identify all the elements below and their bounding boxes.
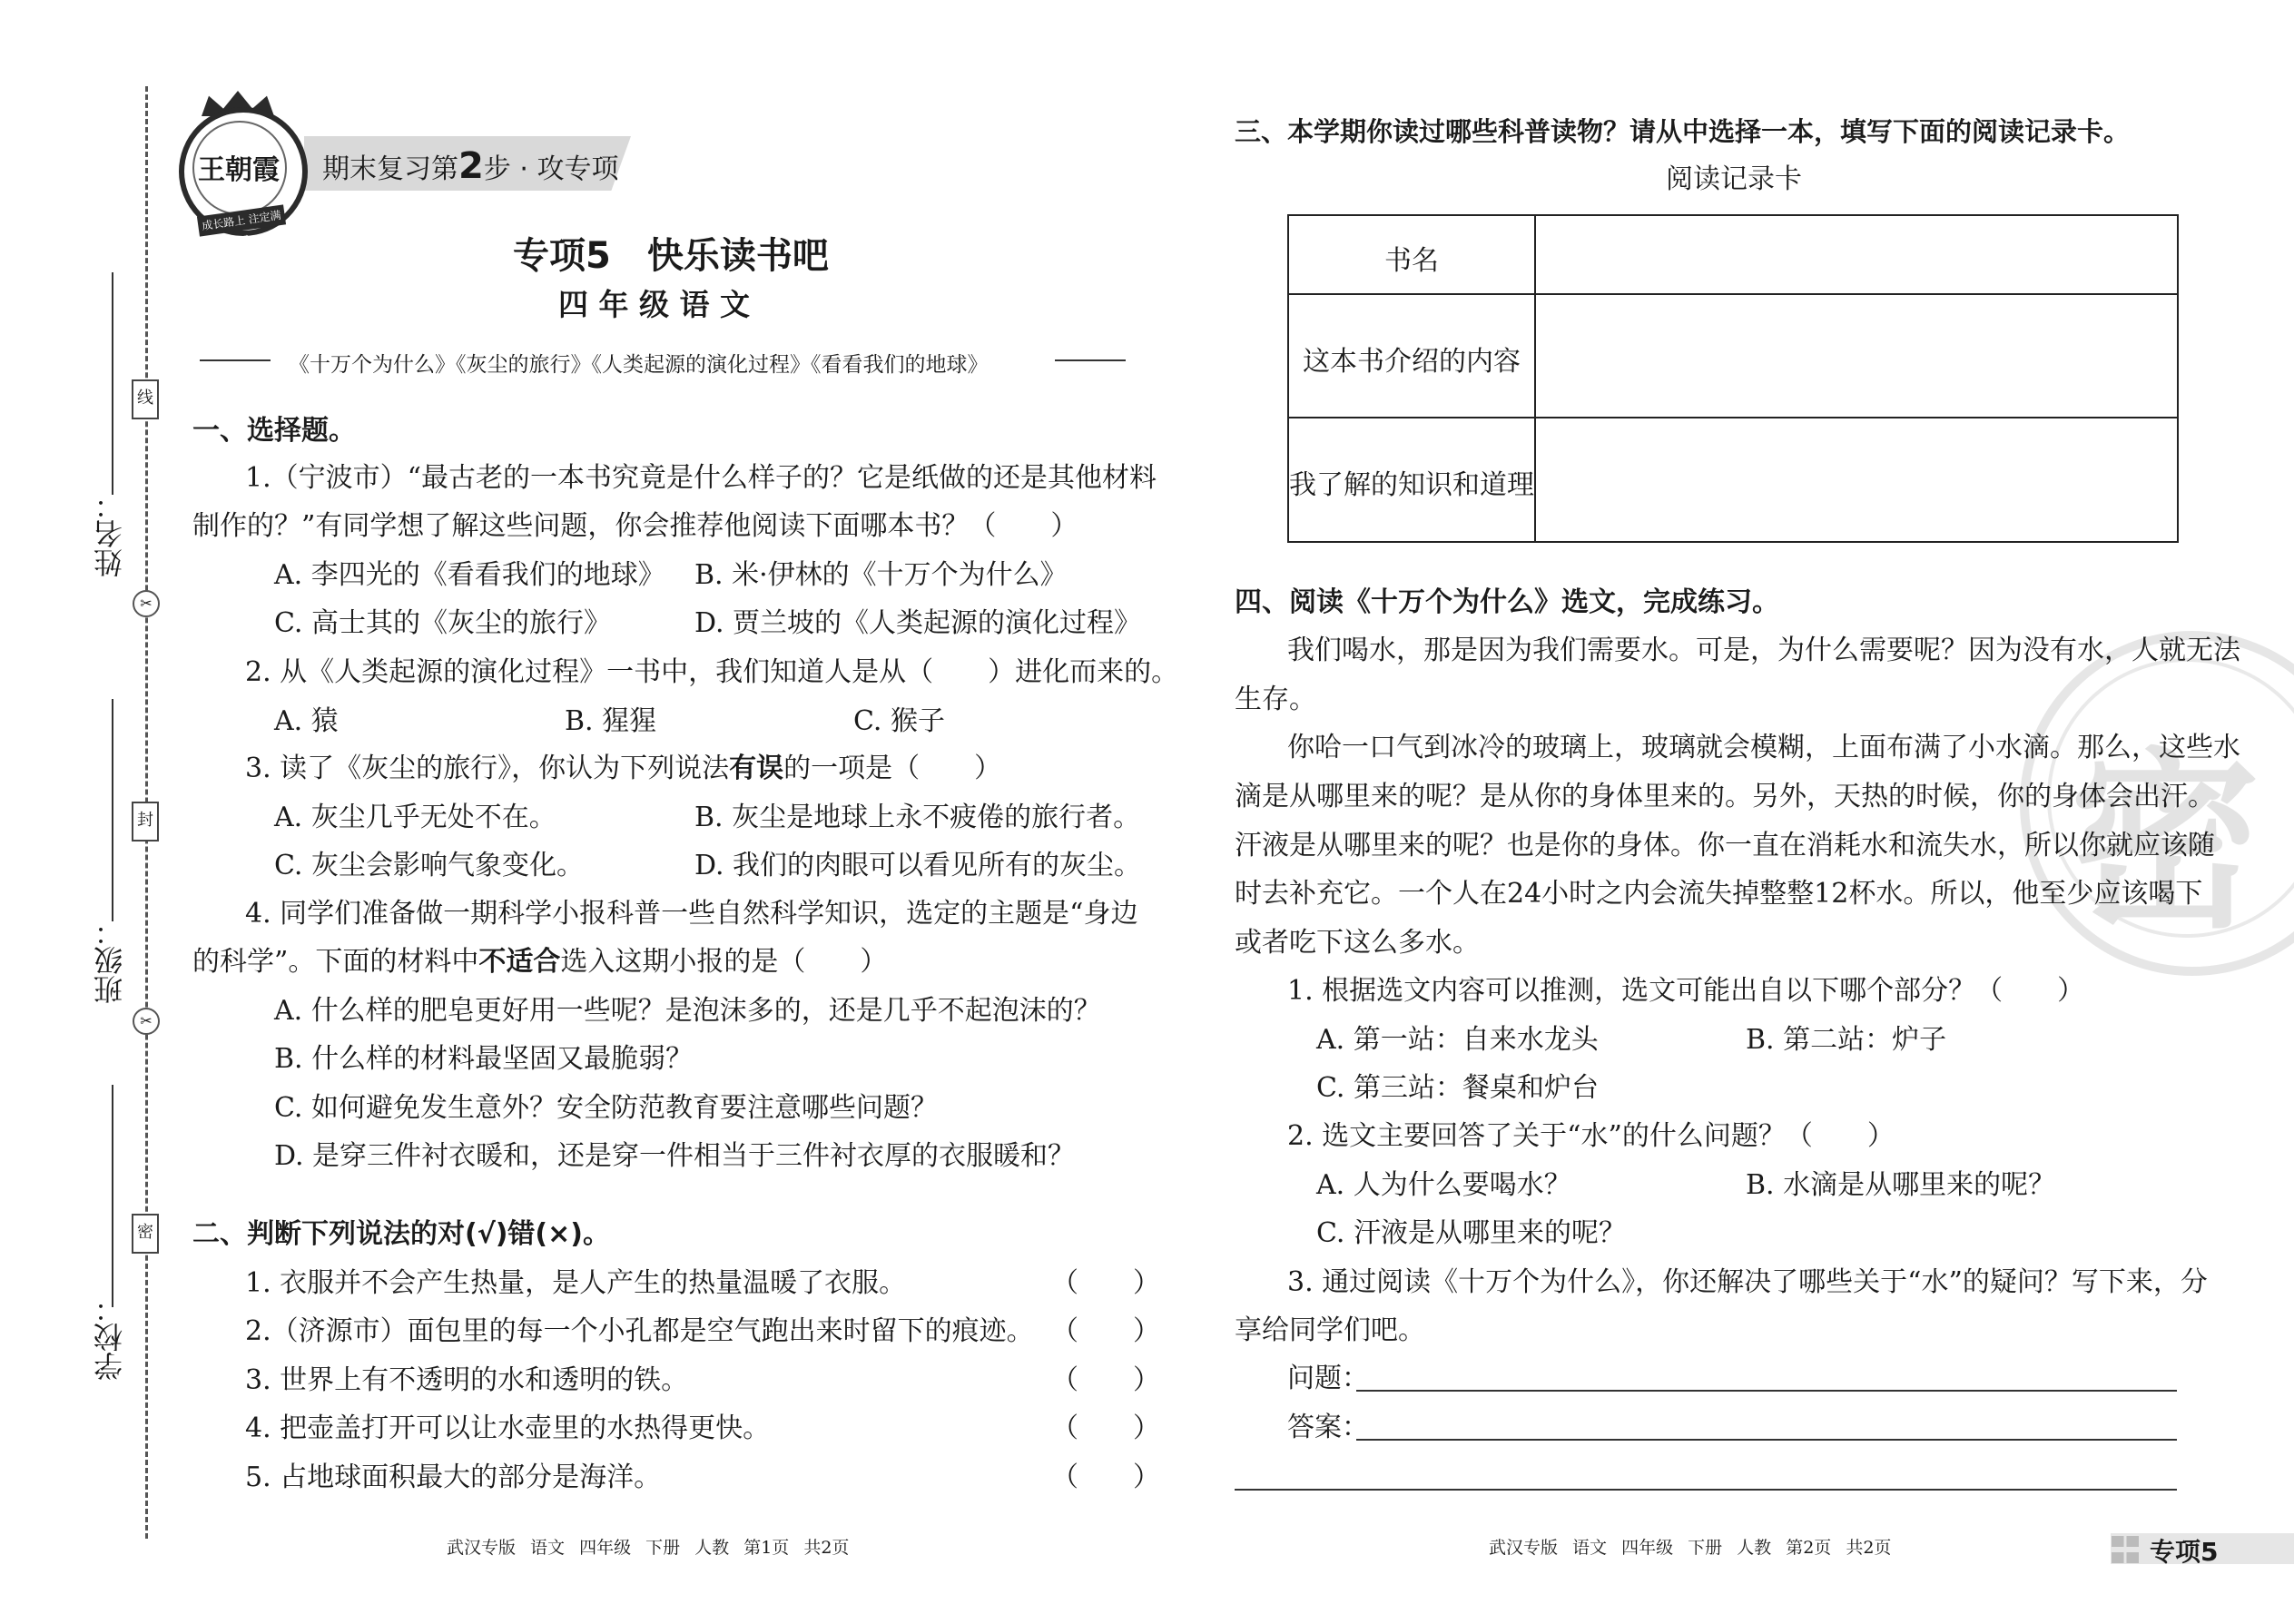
s4-q2-option-c: C. 汗液是从哪里来的呢？ bbox=[1316, 1217, 1626, 1249]
row-label-knowledge: 我了解的知识和道理 bbox=[1289, 469, 1534, 501]
judge-answer-4[interactable]: （ ） bbox=[1051, 1412, 1160, 1444]
cut-mark-line: 线 bbox=[132, 379, 159, 419]
banner-text: 期末复习第2步 · 攻专项 bbox=[322, 145, 619, 187]
passage-p2-line2: 滴是从哪里来的呢？是从你的身体里来的。另外，天热的时候，你的身体会出汗。 bbox=[1235, 781, 2215, 812]
class-underline bbox=[112, 699, 113, 921]
divider-left bbox=[200, 359, 271, 361]
question-answer-line[interactable] bbox=[1356, 1390, 2177, 1392]
q4-text-line1: 4. 同学们准备做一期科学小报科普一些自然科学知识，选定的主题是“身边 bbox=[245, 898, 1138, 930]
s4-q1-option-b: B. 第二站：炉子 bbox=[1746, 1024, 1947, 1056]
judge-answer-5[interactable]: （ ） bbox=[1051, 1462, 1160, 1493]
judge-answer-2[interactable]: （ ） bbox=[1051, 1315, 1160, 1347]
q3-option-a: A. 灰尘几乎无处不在。 bbox=[274, 802, 556, 833]
q4-option-d: D. 是穿三件衬衣暖和，还是穿一件相当于三件衬衣厚的衣服暖和？ bbox=[274, 1140, 1076, 1172]
topic-tag: 专项5 bbox=[2150, 1537, 2219, 1567]
answer-label: 答案： bbox=[1287, 1412, 1369, 1443]
q1-option-b: B. 米·伊林的《十万个为什么》 bbox=[694, 559, 1068, 591]
q3-text: 3. 读了《灰尘的旅行》，你认为下列说法有误的一项是（ ） bbox=[245, 753, 1002, 784]
q2-option-a: A. 猿 bbox=[274, 705, 339, 737]
page-subtitle: 四 年 级 语 文 bbox=[558, 287, 750, 322]
s4-q2-option-b: B. 水滴是从哪里来的呢？ bbox=[1746, 1169, 2056, 1201]
class-label: 班级： bbox=[93, 917, 127, 1004]
scissor-icon: ✂ bbox=[133, 1008, 160, 1035]
q1-option-a: A. 李四光的《看看我们的地球》 bbox=[274, 559, 665, 591]
q2-option-c: C. 猴子 bbox=[853, 705, 945, 737]
question-label: 问题： bbox=[1287, 1363, 1369, 1394]
school-underline bbox=[112, 1085, 113, 1307]
q1-option-c: C. 高士其的《灰尘的旅行》 bbox=[274, 607, 611, 639]
q1-text-line1: 1.（宁波市）“最古老的一本书究竟是什么样子的？它是纸做的还是其他材料 bbox=[245, 462, 1157, 494]
scissor-icon: ✂ bbox=[133, 590, 160, 617]
judge-item-1: 1. 衣服并不会产生热量，是人产生的热量温暖了衣服。 bbox=[245, 1267, 907, 1299]
page-title: 专项5 快乐读书吧 bbox=[513, 235, 829, 277]
s4-q1-option-c: C. 第三站：餐桌和炉台 bbox=[1316, 1072, 1599, 1104]
passage-p2-line5: 或者吃下这么多水。 bbox=[1235, 927, 1480, 959]
s4-q2-option-a: A. 人为什么要喝水？ bbox=[1316, 1169, 1571, 1201]
passage-p1-line1: 我们喝水，那是因为我们需要水。可是，为什么需要呢？因为没有水，人就无法 bbox=[1287, 635, 2240, 666]
table-row bbox=[1289, 293, 2177, 418]
q4-option-a: A. 什么样的肥皂更好用一些呢？是泡沫多的，还是几乎不起泡沫的？ bbox=[274, 995, 1101, 1027]
judge-item-5: 5. 占地球面积最大的部分是海洋。 bbox=[245, 1462, 662, 1493]
row-label-content: 这本书介绍的内容 bbox=[1303, 346, 1521, 378]
reading-card-table bbox=[1287, 214, 2179, 543]
s4-q3-text-line2: 享给同学们吧。 bbox=[1235, 1314, 1425, 1346]
section4-heading: 四、阅读《十万个为什么》选文，完成练习。 bbox=[1235, 586, 1779, 618]
book-list: 《十万个为什么》《灰尘的旅行》《人类起源的演化过程》《看看我们的地球》 bbox=[289, 353, 989, 377]
q2-option-b: B. 猩猩 bbox=[565, 705, 657, 737]
passage-p2-line1: 你哈一口气到冰冷的玻璃上，玻璃就会模糊，上面布满了小水滴。那么，这些水 bbox=[1287, 732, 2240, 763]
logo-text: 王朝霞 bbox=[198, 154, 280, 186]
answer-line[interactable] bbox=[1356, 1439, 2177, 1441]
q1-text-line2: 制作的？”有同学想了解这些问题，你会推荐他阅读下面哪本书？（ ） bbox=[192, 510, 1078, 542]
s4-q2-text: 2. 选文主要回答了关于“水”的什么问题？（ ） bbox=[1287, 1120, 1895, 1152]
name-underline bbox=[112, 272, 113, 495]
card-title: 阅读记录卡 bbox=[1666, 163, 1802, 195]
school-label: 学校： bbox=[93, 1294, 127, 1381]
watermark-char: 密 bbox=[2070, 730, 2261, 954]
q1-option-d: D. 贾兰坡的《人类起源的演化过程》 bbox=[694, 607, 1142, 639]
passage-p2-line4: 时去补充它。一个人在24小时之内会流失掉整整12杯水。所以，他至少应该喝下 bbox=[1235, 878, 2203, 910]
q4-option-b: B. 什么样的材料最坚固又最脆弱？ bbox=[274, 1043, 694, 1075]
table-column-separator bbox=[1534, 216, 1536, 541]
section1-heading: 一、选择题。 bbox=[192, 415, 356, 447]
judge-item-4: 4. 把壶盖打开可以让水壶里的水热得更快。 bbox=[245, 1412, 771, 1444]
passage-p2-line3: 汗液是从哪里来的呢？也是你的身体。你一直在消耗水和流失水，所以你就应该随 bbox=[1235, 830, 2215, 861]
judge-answer-1[interactable]: （ ） bbox=[1051, 1267, 1160, 1299]
q4-option-c: C. 如何避免发生意外？安全防范教育要注意哪些问题？ bbox=[274, 1092, 938, 1124]
table-row bbox=[1289, 417, 2177, 539]
judge-item-3: 3. 世界上有不透明的水和透明的铁。 bbox=[245, 1364, 689, 1396]
cut-mark-secret: 密 bbox=[132, 1214, 159, 1254]
q3-option-c: C. 灰尘会影响气象变化。 bbox=[274, 850, 584, 881]
footer-right: 武汉专版 语文 四年级 下册 人教 第2页 共2页 bbox=[1489, 1538, 1892, 1558]
logo-ribbon: 成长路上 注定满天 bbox=[197, 204, 286, 236]
section3-heading: 三、本学期你读过哪些科普读物？请从中选择一本，填写下面的阅读记录卡。 bbox=[1235, 116, 2131, 147]
table-row bbox=[1289, 216, 2177, 295]
divider-right bbox=[1055, 359, 1126, 361]
q2-text: 2. 从《人类起源的演化过程》一书中，我们知道人是从（ ）进化而来的。 bbox=[245, 656, 1179, 688]
s4-q3-text-line1: 3. 通过阅读《十万个为什么》，你还解决了哪些关于“水”的疑问？写下来，分 bbox=[1287, 1266, 2208, 1298]
judge-item-2: 2.（济源市）面包里的每一个小孔都是空气跑出来时留下的痕迹。 bbox=[245, 1315, 1034, 1347]
row-label-book-name: 书名 bbox=[1384, 245, 1439, 277]
judge-answer-3[interactable]: （ ） bbox=[1051, 1364, 1160, 1396]
q4-text-line2: 的科学”。下面的材料中不适合选入这期小报的是（ ） bbox=[192, 946, 888, 978]
name-label: 姓名： bbox=[93, 490, 127, 577]
s4-q1-option-a: A. 第一站：自来水龙头 bbox=[1316, 1024, 1599, 1056]
footer-left: 武汉专版 语文 四年级 下册 人教 第1页 共2页 bbox=[447, 1538, 850, 1558]
passage-p1-line2: 生存。 bbox=[1235, 684, 1316, 715]
q3-option-b: B. 灰尘是地球上永不疲倦的旅行者。 bbox=[694, 802, 1141, 833]
s4-q1-text: 1. 根据选文内容可以推测，选文可能出自以下哪个部分？（ ） bbox=[1287, 975, 2085, 1007]
answer-line-extra[interactable] bbox=[1235, 1489, 2177, 1491]
cut-mark-seal: 封 bbox=[132, 802, 159, 842]
q3-option-d: D. 我们的肉眼可以看见所有的灰尘。 bbox=[694, 850, 1142, 881]
section2-heading: 二、判断下列说法的对(√)错(×)。 bbox=[192, 1218, 610, 1250]
